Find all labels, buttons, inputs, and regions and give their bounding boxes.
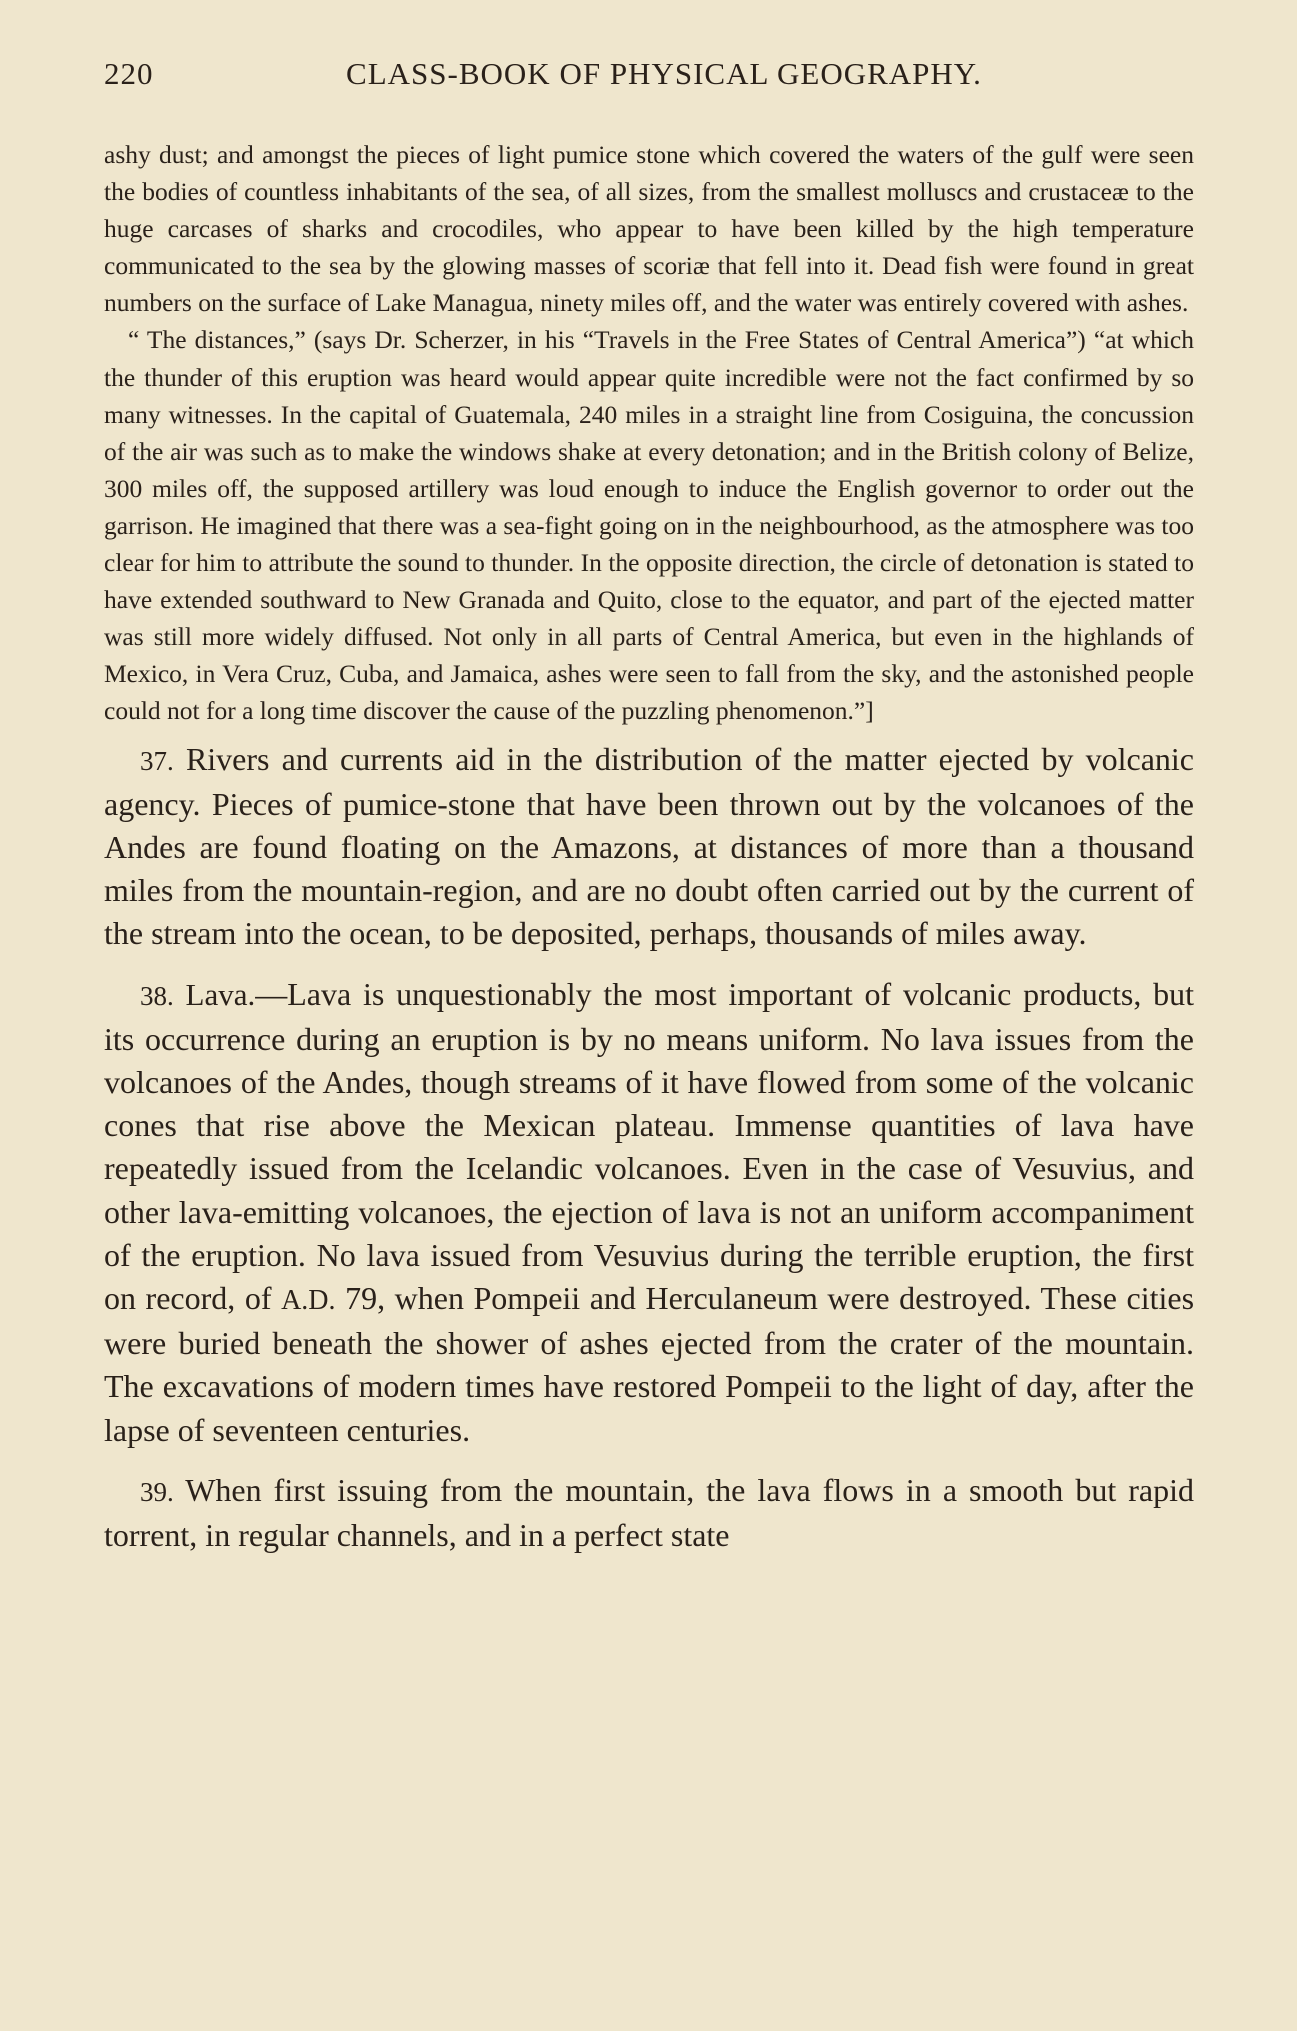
section-38 [104,973,1194,1452]
page-header [104,56,1194,116]
section-number: 39. [140,1476,174,1507]
section-text: —Lava is unquestionably the most important of volcanic products, but its occurrence during an eruption is by no means uniform. No lava issues from the volcanoes of the Andes, though streams of it have flowed from some of the volcanic cones that rise above the Mexican plateau. Immense quantities of lava have repeatedly issued from the Icelandic volcanoes. Even in the case of Vesuvius, and other lava-emitting volcanoes, the ejection of lava is not an uniform accompaniment of the eruption. No lava issued from Vesuvius during the terrible eruption, the first on record, of [104,975,1194,1316]
book-page [104,56,1194,1557]
section-term: Lava. [185,976,256,1012]
section-text: When first issuing from the mountain, the lava flows in a smooth but rapid torrent, in regular channels, and in a perfect state [104,1471,1195,1553]
quoted-passage [104,136,1194,730]
paragraph-ashy-dust: ashy dust; and amongst the pieces of light pumice stone which covered the waters of the gulf were seen the bodies of countless inhabitants of the sea, of all sizes, from the smallest molluscs and crustaceæ to the huge carcases of sharks and crocodiles, who appear to have been killed by the high temperature communicated to the sea by the glowing masses of scoriæ that fell into it. Dead fish were found in great numbers on the surface of Lake Managua, ninety miles off, and the water was entirely covered with ashes. [104,140,1194,318]
section-39 [104,1469,1194,1557]
section-37 [104,738,1194,956]
page-number: 220 [104,56,154,91]
running-title: CLASS-BOOK OF PHYSICAL GEOGRAPHY. [346,56,982,91]
section-text: Rivers and currents aid in the distribution of the matter ejected by volcanic agency. Pieces of pumice-stone that have been thrown out by the volcanoes of the Andes are found floating on the Amazons, at distances of more than a thousand miles from the mountain-region, and are no doubt often carried out by the current of the stream into the ocean, to be deposited, perhaps, thousands of miles away. [104,740,1195,952]
section-text-continued: 79, when Pompeii and Herculaneum were destroyed. These cities were buried beneath the shower of ashes ejected from the crater of the mountain. The excavations of modern times have restored Pompeii to the light of day, after the lapse of seventeen centuries. [104,1279,1195,1448]
paragraph-scherzer-quote: “ The distances,” (says Dr. Scherzer, in his “Travels in the Free States of Central America”) “at which the thunder of this eruption was heard would appear quite incredible were not the fact confirmed by so many witnesses. In the capital of Guatemala, 240 miles in a straight line from Cosiguina, the concussion of the air was such as to make the windows shake at every detonation; and in the British colony of Belize, 300 miles off, the supposed artillery was loud enough to induce the English governor to order out the garrison. He imagined that there was a sea-fight going on in the neighbourhood, as the atmosphere was too clear for him to attribute the sound to thunder. In the opposite direction, the circle of detonation is stated to have extended southward to New Granada and Quito, close to the equator, and part of the ejected matter was still more widely diffused. Not only in all parts of Central America, but even in the highlands of Mexico, in Vera Cruz, Cuba, and Jamaica, ashes were seen to fall from the sky, and the astonished people could not for a long time discover the cause of the puzzling phenomenon.”] [104,325,1194,726]
section-number: 38. [140,980,174,1011]
era-abbreviation: A.D. [281,1284,336,1316]
section-number: 37. [140,745,174,776]
main-text [104,738,1194,1558]
